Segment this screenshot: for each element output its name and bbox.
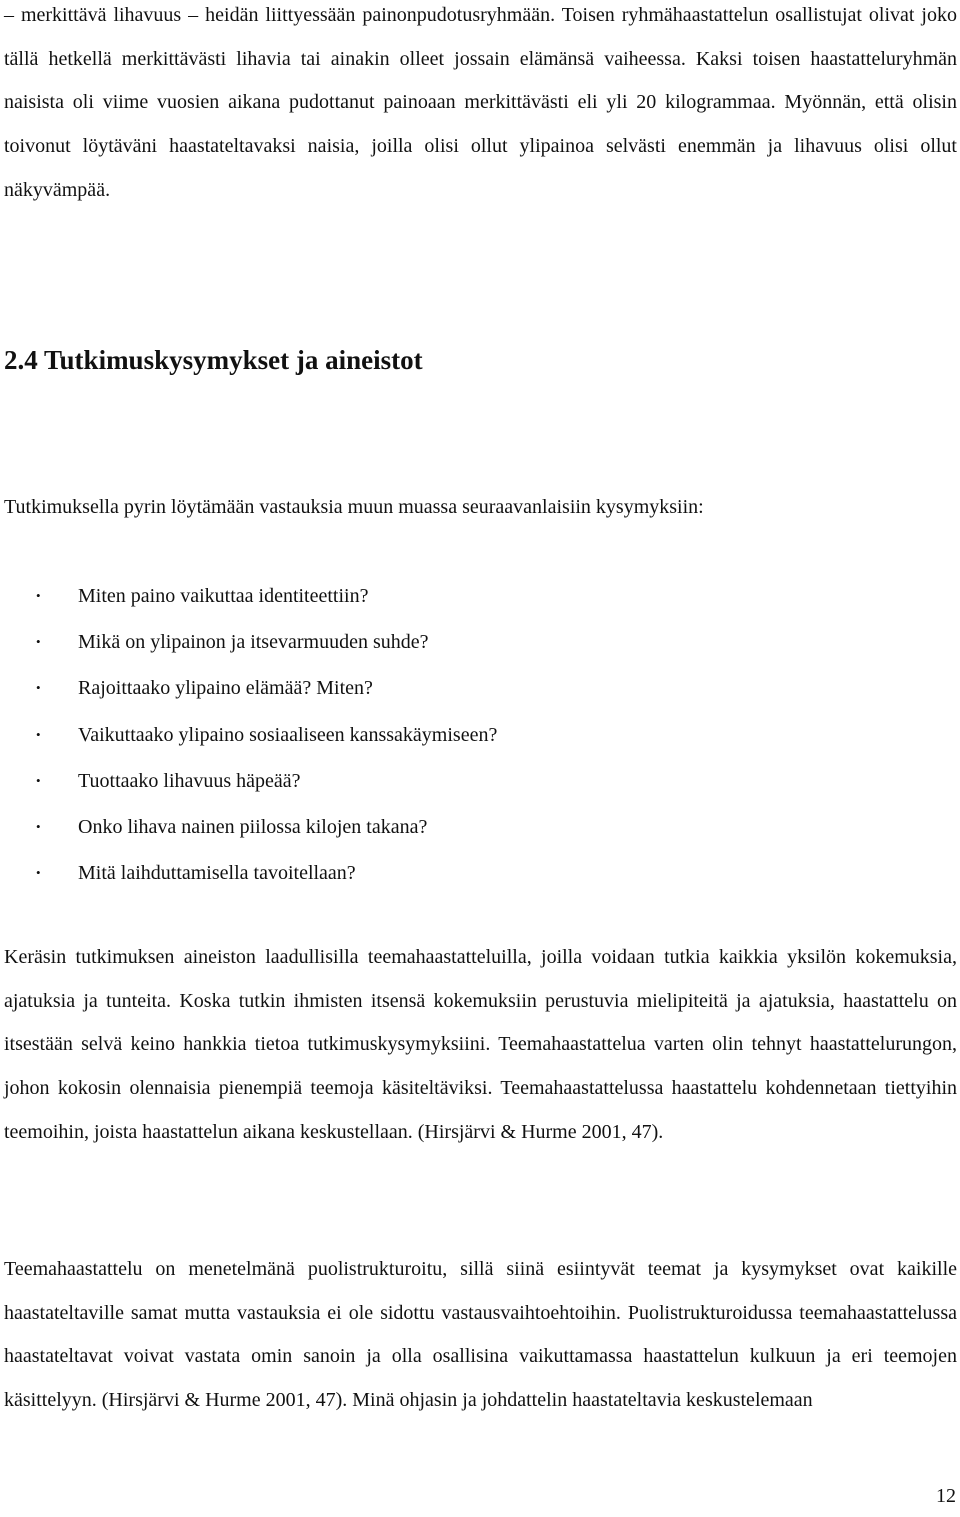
bullet-icon: •: [36, 818, 41, 834]
paragraph-theme-interview: Teemahaastattelu on menetelmänä puolistrukturoitu, sillä siinä esiintyvät teemat ja kysymykset ovat kaikille haastateltaville samat mutta vastauksia ei ole sidottu vastausvaihtoehtoihin. Puolistrukturoidussa teemahaastattelussa haastateltavat voivat vastata omin sanoin ja olla osallisina vaikuttamassa haastattelun kulkuun ja eri teemojen käsittelyyn. (Hirsjärvi & Hurme 2001, 47). Minä ohjasin ja johdattelin haastateltavia keskustelemaan: [4, 1258, 957, 1412]
question-text: Mitä laihduttamisella tavoitellaan?: [78, 862, 356, 885]
page-number: 12: [936, 1485, 956, 1507]
question-text: Miten paino vaikuttaa identiteettiin?: [78, 585, 369, 607]
bullet-icon: •: [36, 588, 41, 603]
paragraph-method: Keräsin tutkimuksen aineiston laadullisilla teemahaastatteluilla, joilla voidaan tutkia kaikkia yksilön kokemuksia, ajatuksia ja tunteita. Koska tutkin ihmisten itsensä kokemuksiin perustuvia mielipiteitä ja ajatuksia, haastattelu on itsestään selvä keino hankkia tietoa tutkimuskysymyksiini. Teemahaastattelua varten olin tehnyt haastattelurungon, johon kokosin olennaisia pienempiä teemoja käsiteltäviksi. Teemahaastattelussa haastattelu kohdennetaan tiettyihin teemoihin, joista haastattelun aikana keskustellaan. (Hirsjärvi & Hurme 2001, 47).: [4, 946, 957, 1143]
bullet-icon: •: [36, 634, 41, 650]
section-heading: 2.4 Tutkimuskysymykset ja aineistot: [4, 345, 423, 375]
bullet-icon: •: [36, 680, 41, 696]
paragraph-participants: – merkittävä lihavuus – heidän liittyessään painonpudotusryhmään. Toisen ryhmähaastattelun osallistujat olivat joko tällä hetkellä merkittävästi lihavia tai ainakin olleet jossain elämänsä vaiheessa. Kaksi toisen haastatteluryhmän naisista oli viime vuosien aikana pudottanut painoaan merkittävästi eli yli 20 kilogrammaa. Myönnän, että olisin toivonut löytäväni haastateltavaksi naisia, joilla olisi ollut ylipainoa selvästi enemmän ja lihavuus olisi ollut näkyvämpää.: [4, 4, 957, 201]
question-text: Rajoittaako ylipaino elämää? Miten?: [78, 677, 373, 700]
bullet-icon: •: [36, 726, 41, 742]
bullet-icon: •: [36, 865, 41, 881]
question-text: Mikä on ylipainon ja itsevarmuuden suhde?: [78, 631, 429, 654]
question-text: Tuottaako lihavuus häpeää?: [78, 769, 301, 792]
bullet-icon: •: [36, 772, 41, 788]
question-text: Onko lihava nainen piilossa kilojen takana?: [78, 815, 428, 838]
question-text: Vaikuttaako ylipaino sosiaaliseen kanssakäymiseen?: [78, 723, 498, 746]
paragraph-research-intro: Tutkimuksella pyrin löytämään vastauksia muun muassa seuraavanlaisiin kysymyksiin:: [4, 496, 704, 518]
